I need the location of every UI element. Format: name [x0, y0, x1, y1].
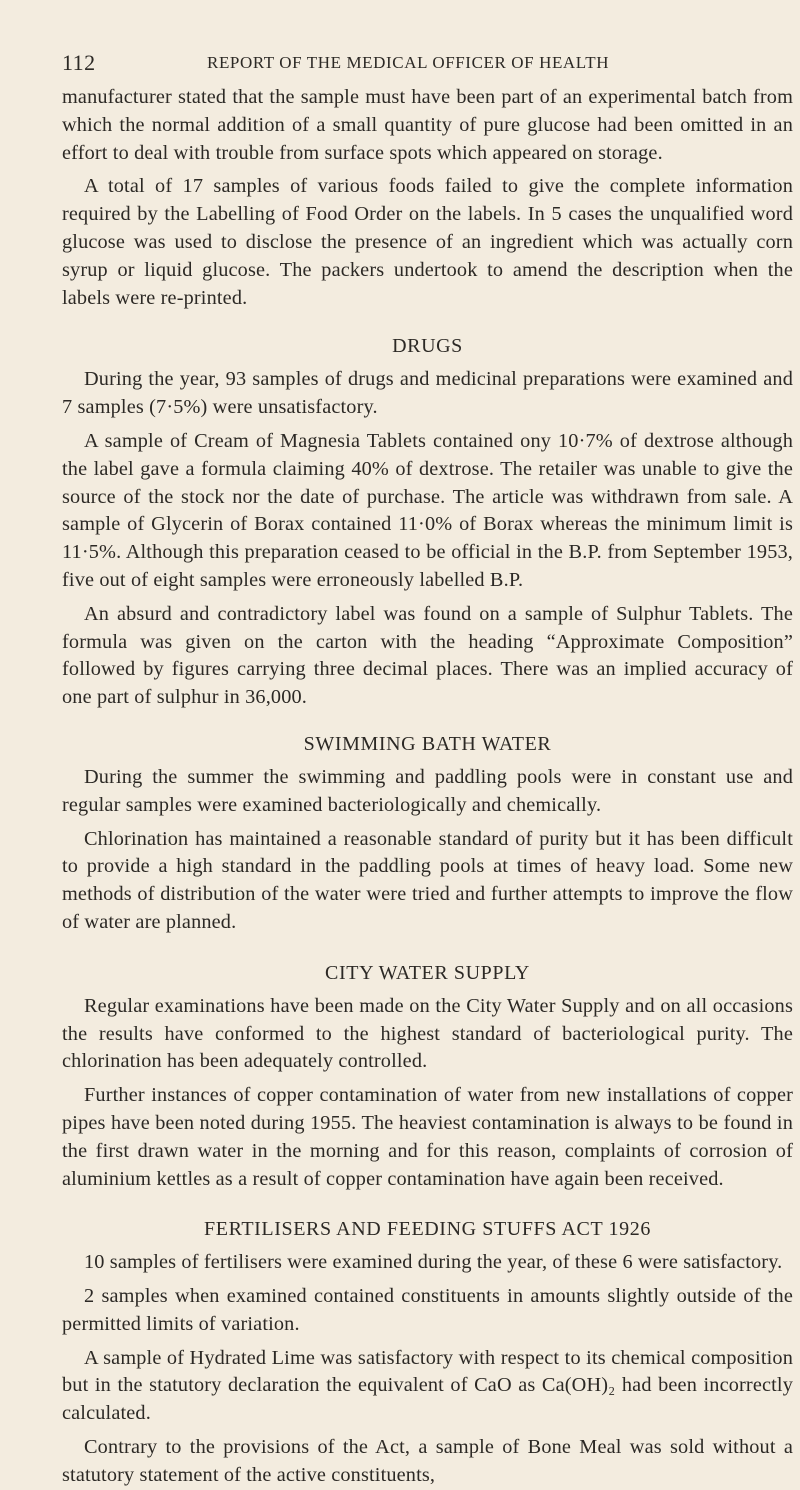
paragraph-swimming-pools: During the summer the swimming and paddling pools were in constant use and regular samples were examined bacteriologically and chemically.: [62, 765, 793, 816]
section-heading-fertilisers: FERTILISERS AND FEEDING STUFFS ACT 1926: [204, 1218, 651, 1241]
paragraph-hydrated-lime: A sample of Hydrated Lime was satisfactory with respect to its chemical composition but in the statutory declaration the equivalent of CaO as Ca(OH)₂ had been incorrectly calculated.: [62, 1346, 793, 1425]
paragraph-magnesia-glycerin: A sample of Cream of Magnesia Tablets contained ony 10·7% of dextrose although the label gave a formula claiming 40% of dextrose. The retailer was unable to give the source of the stock nor the date of purchase. The article was withdrawn from sale. A sample of Glycerin of Borax contained 11·0% of Borax whereas the minimum limit is 11·5%. Although this preparation ceased to be official in the B.P. from September 1953, five out of eight samples were erroneously labelled B.P.: [62, 429, 793, 591]
paragraph-fertiliser-samples: 10 samples of fertilisers were examined during the year, of these 6 were satisfactory.: [84, 1251, 783, 1274]
section-heading-swimming-bath-water: SWIMMING BATH WATER: [303, 732, 552, 755]
paragraph-bone-meal: Contrary to the provisions of the Act, a sample of Bone Meal was sold without a statutory statement of the active constituents,: [62, 1436, 793, 1486]
paragraph-chlorination: Chlorination has maintained a reasonable standard of purity but it has been difficult to provide a high standard in the paddling pools at times of heavy load. Some new methods of distribution of the water were tried and further attempts to improve the flow of water are planned.: [62, 827, 793, 933]
paragraph-drugs-summary: During the year, 93 samples of drugs and medicinal preparations were examined and 7 samples (7·5%) were unsatisfactory.: [62, 368, 793, 419]
paragraph-sulphur-tablets: An absurd and contradictory label was found on a sample of Sulphur Tablets. The formula was given on the carton with the heading “Approximate Composition” followed by figures carrying three decimal places. There was an implied accuracy of one part of sulphur in 36,000.: [62, 602, 793, 709]
section-heading-city-water-supply: CITY WATER SUPPLY: [325, 961, 530, 984]
page-body: [62, 84, 793, 1490]
section-heading-drugs: DRUGS: [392, 335, 463, 358]
paragraph-continuation: manufacturer stated that the sample must have been part of an experimental batch from which the normal addition of a small quantity of pure glucose had been omitted in an effort to deal with trouble from surface spots which appeared on storage.: [62, 86, 793, 164]
page-number: 112: [62, 50, 96, 75]
running-head: [62, 50, 742, 78]
paragraph-variation-limits: 2 samples when examined contained constituents in amounts slightly outside of the permitted limits of variation.: [62, 1285, 793, 1335]
running-header-title: REPORT OF THE MEDICAL OFFICER OF HEALTH: [207, 53, 610, 72]
paragraph-copper-contamination: Further instances of copper contamination of water from new installations of copper pipes have been noted during 1955. The heaviest contamination is always to be found in the first drawn water in the morning and for this reason, complaints of corrosion of aluminium kettles as a result of copper contamination have again been received.: [62, 1084, 793, 1190]
paragraph-city-water: Regular examinations have been made on the City Water Supply and on all occasions the results have conformed to the highest standard of bacteriological purity. The chlorination has been adequately controlled.: [62, 994, 793, 1073]
paragraph-labelling: A total of 17 samples of various foods failed to give the complete information required by the Labelling of Food Order on the labels. In 5 cases the unqualified word glucose was used to disclose the presence of an ingredient which was actually corn syrup or liquid glucose. The packers undertook to amend the description when the labels were re-printed.: [62, 175, 793, 309]
